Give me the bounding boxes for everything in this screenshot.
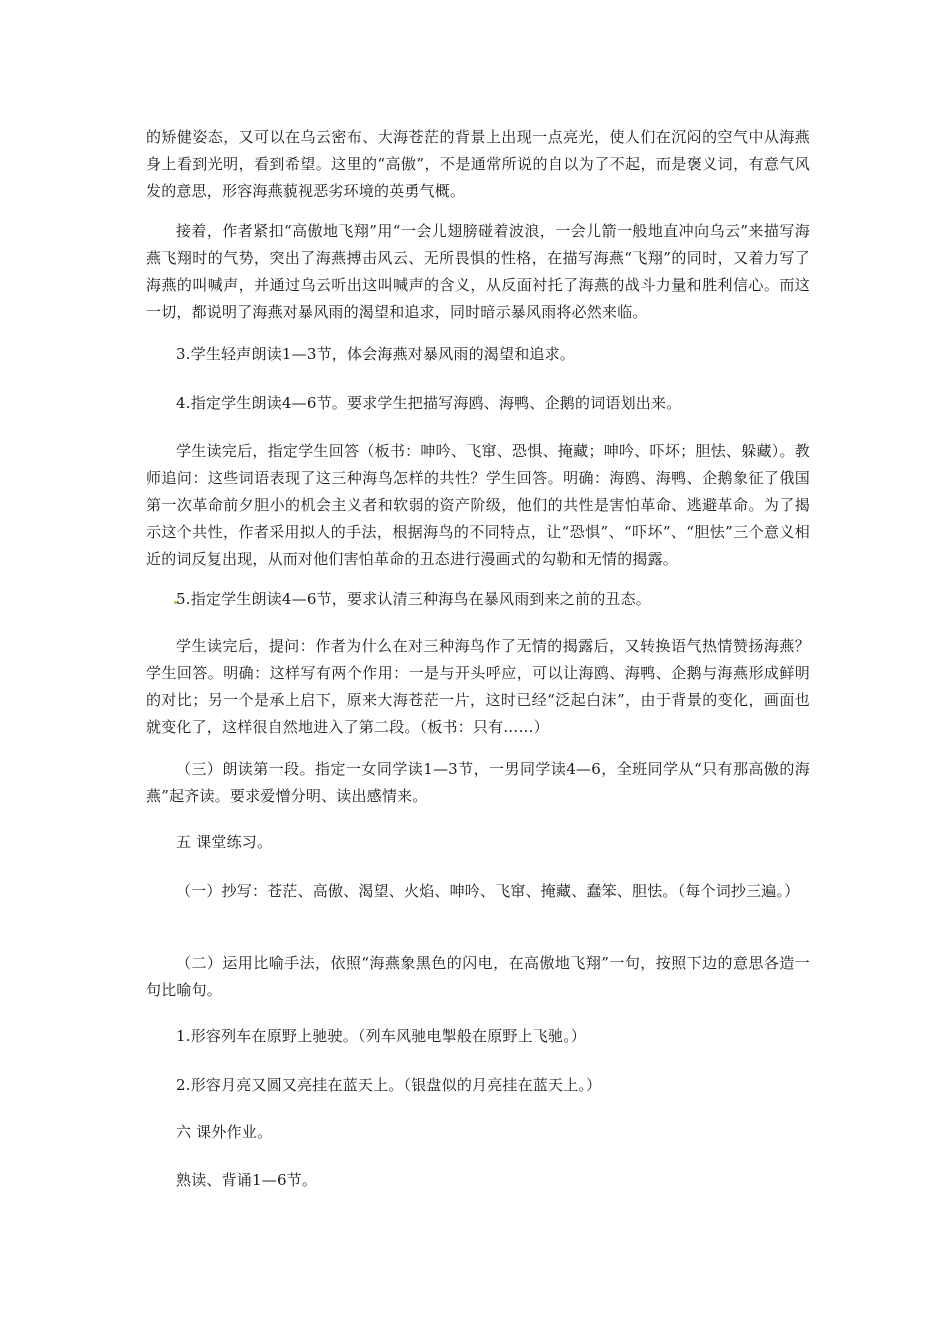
paragraph-seabirds-analysis: 学生读完后，指定学生回答（板书：呻吟、飞窜、恐惧、掩藏；呻吟、吓坏；胆怯、躲藏）。教师追问：这些词语表现了这三种海鸟怎样的共性？学生回答。明确：海鸥、海鸭、企鹅象征了俄国第一次革命前夕胆小的机会主义者和软弱的资产阶级，他们的共性是害怕革命、逃避革命。为了揭示这个共性，作者采用拟人的手法，根据海鸟的不同特点，让“恐惧”、“吓坏”、“胆怯”三个意义相近的词反复出现，从而对他们害怕革命的丑态进行漫画式的勾勒和无情的揭露。 xyxy=(146,442,810,568)
heading-homework: 六 课外作业。 xyxy=(176,1123,273,1141)
paragraph-flight-description: 接着，作者紧扣“高傲地飞翔”用“一会儿翅膀碰着波浪，一会儿箭一般地直冲向乌云”来描写海燕飞翔时的气势，突出了海燕搏击风云、无所畏惧的性格，在描写海燕“飞翔”的同时，又着力写了海燕的叫喊声，并通过乌云听出这叫喊声的含义，从反面衬托了海燕的战斗力量和胜利信心。而这一切，都说明了海燕对暴风雨的渴望和追求，同时暗示暴风雨将必然来临。 xyxy=(146,222,810,321)
heading-class-exercise: 五 课堂练习。 xyxy=(176,833,273,851)
paragraph-question-analysis: 学生读完后，提问：作者为什么在对三种海鸟作了无情的揭露后，又转换语气热情赞扬海燕？学生回答。明确：这样写有两个作用：一是与开头呼应，可以让海鸥、海鸭、企鹅与海燕形成鲜明的对比；另一个是承上启下，原来大海苍茫一片，这时已经“泛起白沫”，由于背景的变化，画面也就变化了，这样很自然地进入了第二段。（板书：只有……） xyxy=(146,637,810,736)
paragraph-haiyan-posture: 的矫健姿态，又可以在乌云密布、大海苍茫的背景上出现一点亮光，使人们在沉闷的空气中从海燕身上看到光明，看到希望。这里的“高傲”，不是通常所说的自以为了不起，而是褒义词，有意气风发的意思，形容海燕藐视恶劣环境的英勇气概。 xyxy=(146,128,810,200)
paragraph-step-3: 3.学生轻声朗读1—3节，体会海燕对暴风雨的渴望和追求。 xyxy=(176,345,576,363)
paragraph-metaphor-2: 2.形容月亮又圆又亮挂在蓝天上。（银盘似的月亮挂在蓝天上。） xyxy=(176,1076,602,1094)
paragraph-reading-first-section: （三）朗读第一段。指定一女同学读1—3节，一男同学读4—6，全班同学从“只有那高傲的海燕”起齐读。要求爱憎分明、读出感情来。 xyxy=(146,760,810,805)
paragraph-homework-detail: 熟读、背诵1—6节。 xyxy=(176,1171,318,1189)
paragraph-step-4: 4.指定学生朗读4—6节。要求学生把描写海鸥、海鸭、企鹅的词语划出来。 xyxy=(176,394,682,412)
paragraph-metaphor-1: 1.形容列车在原野上驰驶。（列车风驰电掣般在原野上飞驰。） xyxy=(176,1027,587,1045)
paragraph-metaphor-task: （二）运用比喻手法，依照“海燕象黑色的闪电，在高傲地飞翔”一句，按照下边的意思各造一句比喻句。 xyxy=(146,954,810,999)
paragraph-step-5: 5.指定学生朗读4—6节，要求认清三种海鸟在暴风雨到来之前的丑态。 xyxy=(176,590,652,608)
paragraph-copy-words: （一）抄写：苍茫、高傲、渴望、火焰、呻吟、飞窜、掩藏、蠢笨、胆怯。（每个词抄三遍。） xyxy=(176,882,800,900)
